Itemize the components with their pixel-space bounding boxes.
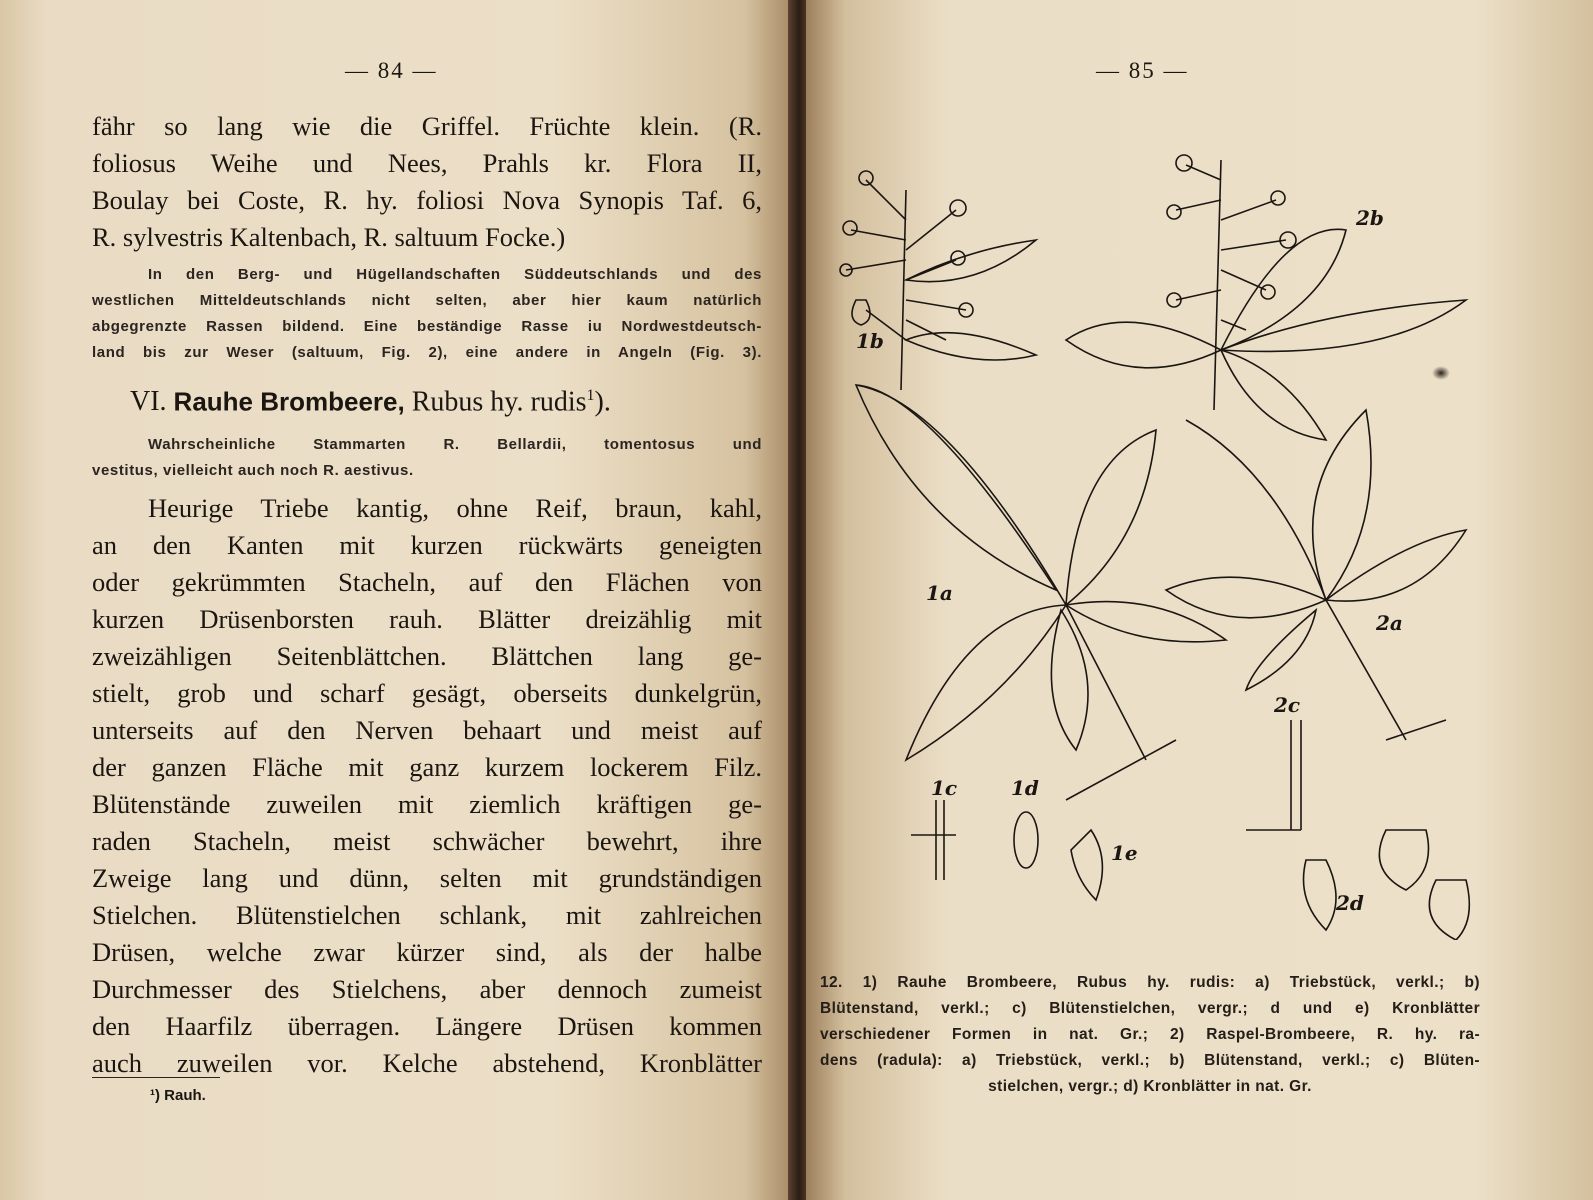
text-line: kurzen Drüsenborsten rauh. Blätter dreizählig mit	[92, 604, 762, 635]
species-name: Rauhe Brombeere,	[173, 386, 405, 417]
fig-label-2b: 2b	[1356, 206, 1384, 230]
fig-label-2d: 2d	[1336, 891, 1364, 915]
text-line: auch zuweilen vor. Kelche abstehend, Kronblätter	[92, 1048, 762, 1079]
petal-1e	[1071, 830, 1102, 900]
fig-label-1b: 1b	[856, 329, 884, 353]
fig-label-2c: 2c	[1274, 693, 1301, 717]
text-line: Wahrscheinliche Stammarten R. Bellardii, tomentosus und	[148, 436, 762, 454]
petals-2d	[1304, 830, 1470, 940]
text-line: Heurige Triebe kantig, ohne Reif, braun, kahl,	[148, 493, 762, 524]
section-heading	[92, 376, 762, 422]
text-line: der ganzen Fläche mit ganz kurzem lockerem Filz.	[92, 752, 762, 783]
caption-line: 12. 1) Rauhe Brombeere, Rubus hy. rudis: a) Triebstück, verkl.; b)	[820, 974, 1480, 991]
caption-line: Blütenstand, verkl.; c) Blütenstielchen, vergr.; d und e) Kronblätter	[820, 1000, 1480, 1017]
bramble-drawing	[806, 140, 1593, 940]
footnote-divider	[92, 1077, 220, 1078]
description-paragraph	[92, 490, 762, 1082]
text-line: Zweige lang und dünn, selten mit grundständigen	[92, 863, 762, 894]
footnote-mark: 1	[586, 387, 595, 404]
caption-line: verschiedener Formen in nat. Gr.; 2) Raspel-Brombeere, R. hy. ra-	[820, 1026, 1480, 1043]
text-line: fähr so lang wie die Griffel. Früchte klein. (R.	[92, 111, 762, 141]
page-number-left: — 84 —	[345, 58, 438, 83]
text-line: raden Stacheln, meist schwächer bewehrt, ihre	[92, 826, 762, 857]
text-line: den Haarfilz überragen. Längere Drüsen kommen	[92, 1011, 762, 1042]
petal-1d	[1014, 812, 1038, 868]
text-line: Boulay bei Coste, R. hy. foliosi Nova Synopis Taf. 6,	[92, 185, 762, 215]
text-line: an den Kanten mit kurzen rückwärts geneigten	[92, 530, 762, 561]
page-number-right: — 85 —	[1096, 58, 1189, 83]
inflorescence-1b	[840, 171, 1036, 390]
text-line: In den Berg- und Hügellandschaften Süddeutschlands und des	[148, 266, 762, 283]
fig-label-1d: 1d	[1011, 776, 1039, 800]
right-page	[806, 0, 1593, 1200]
shoot-2a	[1166, 410, 1466, 740]
text-line: westlichen Mitteldeutschlands nicht selten, aber hier kaum natürlich	[92, 292, 762, 309]
text-line: unterseits auf den Nerven behaart und meist auf	[92, 715, 762, 746]
figure-caption	[820, 970, 1480, 1100]
section-number: VI.	[130, 386, 167, 418]
pedicel-1c	[911, 800, 956, 880]
text-line: Stielchen. Blütenstielchen schlank, mit zahlreichen	[92, 900, 762, 931]
text-line: land bis zur Weser (saltuum, Fig. 2), eine andere in Angeln (Fig. 3).	[92, 344, 762, 361]
caption-line: stielchen, vergr.; d) Kronblätter in nat. Gr.	[988, 1078, 1312, 1095]
fig-label-2a: 2a	[1376, 611, 1403, 635]
left-page	[0, 0, 792, 1200]
text-line: oder gekrümmten Stacheln, auf den Flächen von	[92, 567, 762, 598]
text-line: vestitus, vielleicht auch noch R. aestivus.	[92, 462, 414, 480]
left-page-text	[92, 108, 762, 1082]
caption-line: dens (radula): a) Triebstück, verkl.; b) Blütenstand, verkl.; c) Blüten-	[820, 1052, 1480, 1069]
text-line: R. sylvestris Kaltenbach, R. saltuum Focke.)	[92, 222, 566, 252]
pedicel-2c	[1246, 720, 1301, 830]
fig-label-1a: 1a	[926, 581, 953, 605]
text-line: Drüsen, welche zwar kürzer sind, als der halbe	[92, 937, 762, 968]
text-line: Blütenstände zuweilen mit ziemlich kräftigen ge-	[92, 789, 762, 820]
distribution-note	[92, 262, 762, 366]
footnote: ¹) Rauh.	[150, 1087, 206, 1104]
text-line: stielt, grob und scharf gesägt, oberseits dunkelgrün,	[92, 678, 762, 709]
botanical-illustration	[806, 140, 1593, 940]
fig-label-1e: 1e	[1111, 841, 1138, 865]
inflorescence-2b	[1066, 155, 1466, 440]
text-line: Durchmesser des Stielchens, aber dennoch zumeist	[92, 974, 762, 1005]
species-latin: Rubus hy. rudis	[411, 386, 587, 418]
text-line: foliosus Weihe und Nees, Prahls kr. Flora II,	[92, 148, 762, 178]
intro-paragraph	[92, 108, 762, 256]
text-line: abgegrenzte Rassen bildend. Eine beständige Rasse iu Nordwestdeutsch-	[92, 318, 762, 335]
text-line: zweizähligen Seitenblättchen. Blättchen lang ge-	[92, 641, 762, 672]
heading-close: ).	[594, 386, 611, 418]
fig-label-1c: 1c	[931, 776, 958, 800]
ancestry-note	[92, 432, 762, 484]
